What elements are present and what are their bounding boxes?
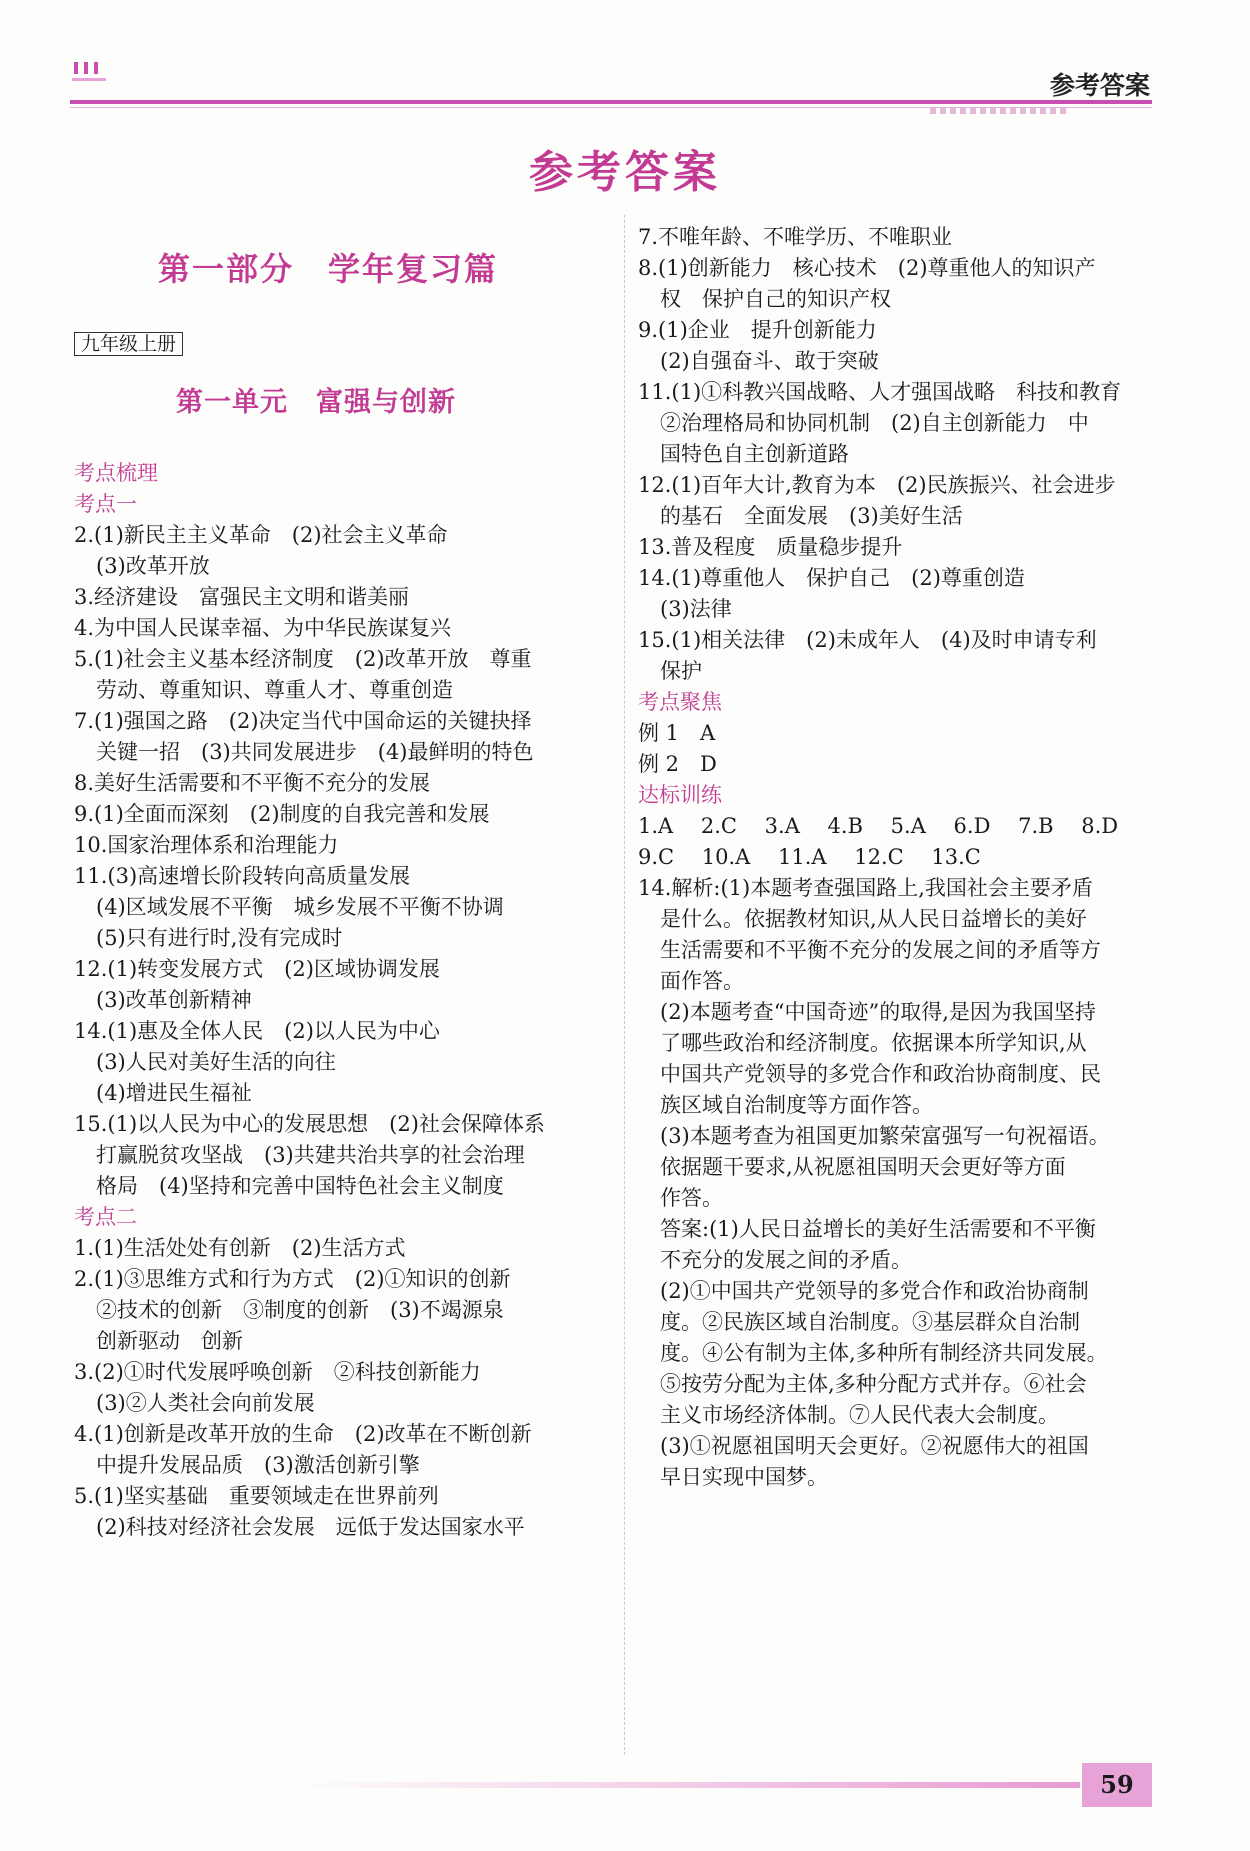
answer-line: 3.(2)①时代发展呼唤创新 ②科技创新能力 <box>74 1360 481 1384</box>
answer-line: 中提升发展品质 (3)激活创新引擎 <box>96 1453 420 1477</box>
grade-badge: 九年级上册 <box>74 332 183 356</box>
answer-line: ②治理格局和协同机制 (2)自主创新能力 中 <box>660 411 1089 435</box>
answer-line: ⑤按劳分配为主体,多种分配方式并存。⑥社会 <box>660 1372 1087 1396</box>
answer-line: (3)②人类社会向前发展 <box>96 1391 315 1415</box>
answer-line: 是什么。依据教材知识,从人民日益增长的美好 <box>660 907 1087 931</box>
answer-line: (5)只有进行时,没有完成时 <box>96 926 343 950</box>
answer-line: 例 2 D <box>638 752 717 776</box>
section-heading: 考点二 <box>74 1205 137 1229</box>
answer-line: 4.(1)创新是改革开放的生命 (2)改革在不断创新 <box>74 1422 532 1446</box>
answer-line: 14.解析:(1)本题考查强国路上,我国社会主要矛盾 <box>638 876 1093 900</box>
header-decoration-icon <box>72 58 132 88</box>
answer-line: 2.(1)③思维方式和行为方式 (2)①知识的创新 <box>74 1267 511 1291</box>
page-title: 参考答案 <box>529 147 721 198</box>
answer-line: (2)自强奋斗、敢于突破 <box>660 349 879 373</box>
answer-line: 11.(3)高速增长阶段转向高质量发展 <box>74 864 411 888</box>
answer-line: 11.(1)①科教兴国战略、人才强国战略 科技和教育 <box>638 380 1122 404</box>
answer-line: 权 保护自己的知识产权 <box>660 287 891 311</box>
answer-line: 2.(1)新民主主义革命 (2)社会主义革命 <box>74 523 448 547</box>
answer-line: 早日实现中国梦。 <box>660 1465 828 1489</box>
answer-line: 关键一招 (3)共同发展进步 (4)最鲜明的特色 <box>96 740 534 764</box>
answer-line: 12.(1)转变发展方式 (2)区域协调发展 <box>74 957 440 981</box>
answer-line: 8.(1)创新能力 核心技术 (2)尊重他人的知识产 <box>638 256 1096 280</box>
answer-line: 面作答。 <box>660 969 744 993</box>
answer-line: 度。②民族区域自治制度。③基层群众自治制 <box>660 1310 1080 1334</box>
answer-line: (3)法律 <box>660 597 732 621</box>
answer-line: 例 1 A <box>638 721 716 745</box>
answer-line: 的基石 全面发展 (3)美好生活 <box>660 504 963 528</box>
answer-line: (3)本题考查为祖国更加繁荣富强写一句祝福语。 <box>660 1124 1110 1148</box>
answer-line: 不充分的发展之间的矛盾。 <box>660 1248 912 1272</box>
answer-line: 作答。 <box>660 1186 723 1210</box>
footer-bar <box>300 1782 1080 1788</box>
header-title: 参考答案 <box>1049 71 1150 100</box>
answer-line: (2)科技对经济社会发展 远低于发达国家水平 <box>96 1515 525 1539</box>
answer-line: 5.(1)社会主义基本经济制度 (2)改革开放 尊重 <box>74 647 532 671</box>
answer-line: 8.美好生活需要和不平衡不充分的发展 <box>74 771 431 795</box>
answer-line: 7.(1)强国之路 (2)决定当代中国命运的关键抉择 <box>74 709 532 733</box>
part-title: 第一部分 学年复习篇 <box>158 250 499 288</box>
section-heading: 考点聚焦 <box>638 690 722 714</box>
answer-line: 生活需要和不平衡不充分的发展之间的矛盾等方 <box>660 938 1101 962</box>
answer-line: 依据题干要求,从祝愿祖国明天会更好等方面 <box>660 1155 1066 1179</box>
answer-line: 15.(1)相关法律 (2)未成年人 (4)及时申请专利 <box>638 628 1097 652</box>
answer-line: (2)本题考查“中国奇迹”的取得,是因为我国坚持 <box>660 1000 1096 1024</box>
answer-line: 13.普及程度 质量稳步提升 <box>638 535 903 559</box>
answer-line: 14.(1)尊重他人 保护自己 (2)尊重创造 <box>638 566 1025 590</box>
answer-line: 1.(1)生活处处有创新 (2)生活方式 <box>74 1236 406 1260</box>
page-number: 59 <box>1082 1763 1152 1807</box>
answer-line: 7.不唯年龄、不唯学历、不唯职业 <box>638 225 953 249</box>
answer-line: (3)①祝愿祖国明天会更好。②祝愿伟大的祖国 <box>660 1434 1089 1458</box>
answer-line: 15.(1)以人民为中心的发展思想 (2)社会保障体系 <box>74 1112 545 1136</box>
answer-line: 1.A 2.C 3.A 4.B 5.A 6.D 7.B 8.D <box>638 814 1119 838</box>
answer-line: 9.(1)全面而深刻 (2)制度的自我完善和发展 <box>74 802 490 826</box>
answer-line: 4.为中国人民谋幸福、为中华民族谋复兴 <box>74 616 452 640</box>
section-heading: 达标训练 <box>638 783 722 807</box>
section-heading: 考点一 <box>74 492 137 516</box>
answer-line: (4)区域发展不平衡 城乡发展不平衡不协调 <box>96 895 504 919</box>
answer-line: 族区域自治制度等方面作答。 <box>660 1093 933 1117</box>
answer-line: 保护 <box>660 659 702 683</box>
answer-line: 5.(1)坚实基础 重要领域走在世界前列 <box>74 1484 439 1508</box>
answer-line: 答案:(1)人民日益增长的美好生活需要和不平衡 <box>660 1217 1096 1241</box>
column-divider <box>624 215 625 1755</box>
answer-line: 9.C 10.A 11.A 12.C 13.C <box>638 845 981 869</box>
answer-line: 了哪些政治和经济制度。依据课本所学知识,从 <box>660 1031 1087 1055</box>
answer-line: 12.(1)百年大计,教育为本 (2)民族振兴、社会进步 <box>638 473 1116 497</box>
section-heading: 考点梳理 <box>74 461 158 485</box>
answer-line: 创新驱动 创新 <box>96 1329 243 1353</box>
answer-line: (4)增进民生福祉 <box>96 1081 252 1105</box>
answer-line: 14.(1)惠及全体人民 (2)以人民为中心 <box>74 1019 440 1043</box>
answer-line: 打赢脱贫攻坚战 (3)共建共治共享的社会治理 <box>96 1143 525 1167</box>
answer-line: 中国共产党领导的多党合作和政治协商制度、民 <box>660 1062 1101 1086</box>
answer-line: 国特色自主创新道路 <box>660 442 849 466</box>
answer-line: 劳动、尊重知识、尊重人才、尊重创造 <box>96 678 453 702</box>
unit-title: 第一单元 富强与创新 <box>176 387 456 418</box>
answer-line: 10.国家治理体系和治理能力 <box>74 833 339 857</box>
answer-line: 3.经济建设 富强民主文明和谐美丽 <box>74 585 410 609</box>
answer-line: (3)改革开放 <box>96 554 210 578</box>
answer-line: (2)①中国共产党领导的多党合作和政治协商制 <box>660 1279 1089 1303</box>
header-rule <box>70 100 1152 104</box>
answer-line: 度。④公有制为主体,多种所有制经济共同发展。 <box>660 1341 1108 1365</box>
answer-line: (3)改革创新精神 <box>96 988 252 1012</box>
grade-label <box>74 328 183 358</box>
header-dots <box>930 108 1070 114</box>
answer-line: ②技术的创新 ③制度的创新 (3)不竭源泉 <box>96 1298 504 1322</box>
answer-line: (3)人民对美好生活的向往 <box>96 1050 336 1074</box>
answer-line: 主义市场经济体制。⑦人民代表大会制度。 <box>660 1403 1059 1427</box>
answer-line: 9.(1)企业 提升创新能力 <box>638 318 877 342</box>
answer-line: 格局 (4)坚持和完善中国特色社会主义制度 <box>96 1174 504 1198</box>
